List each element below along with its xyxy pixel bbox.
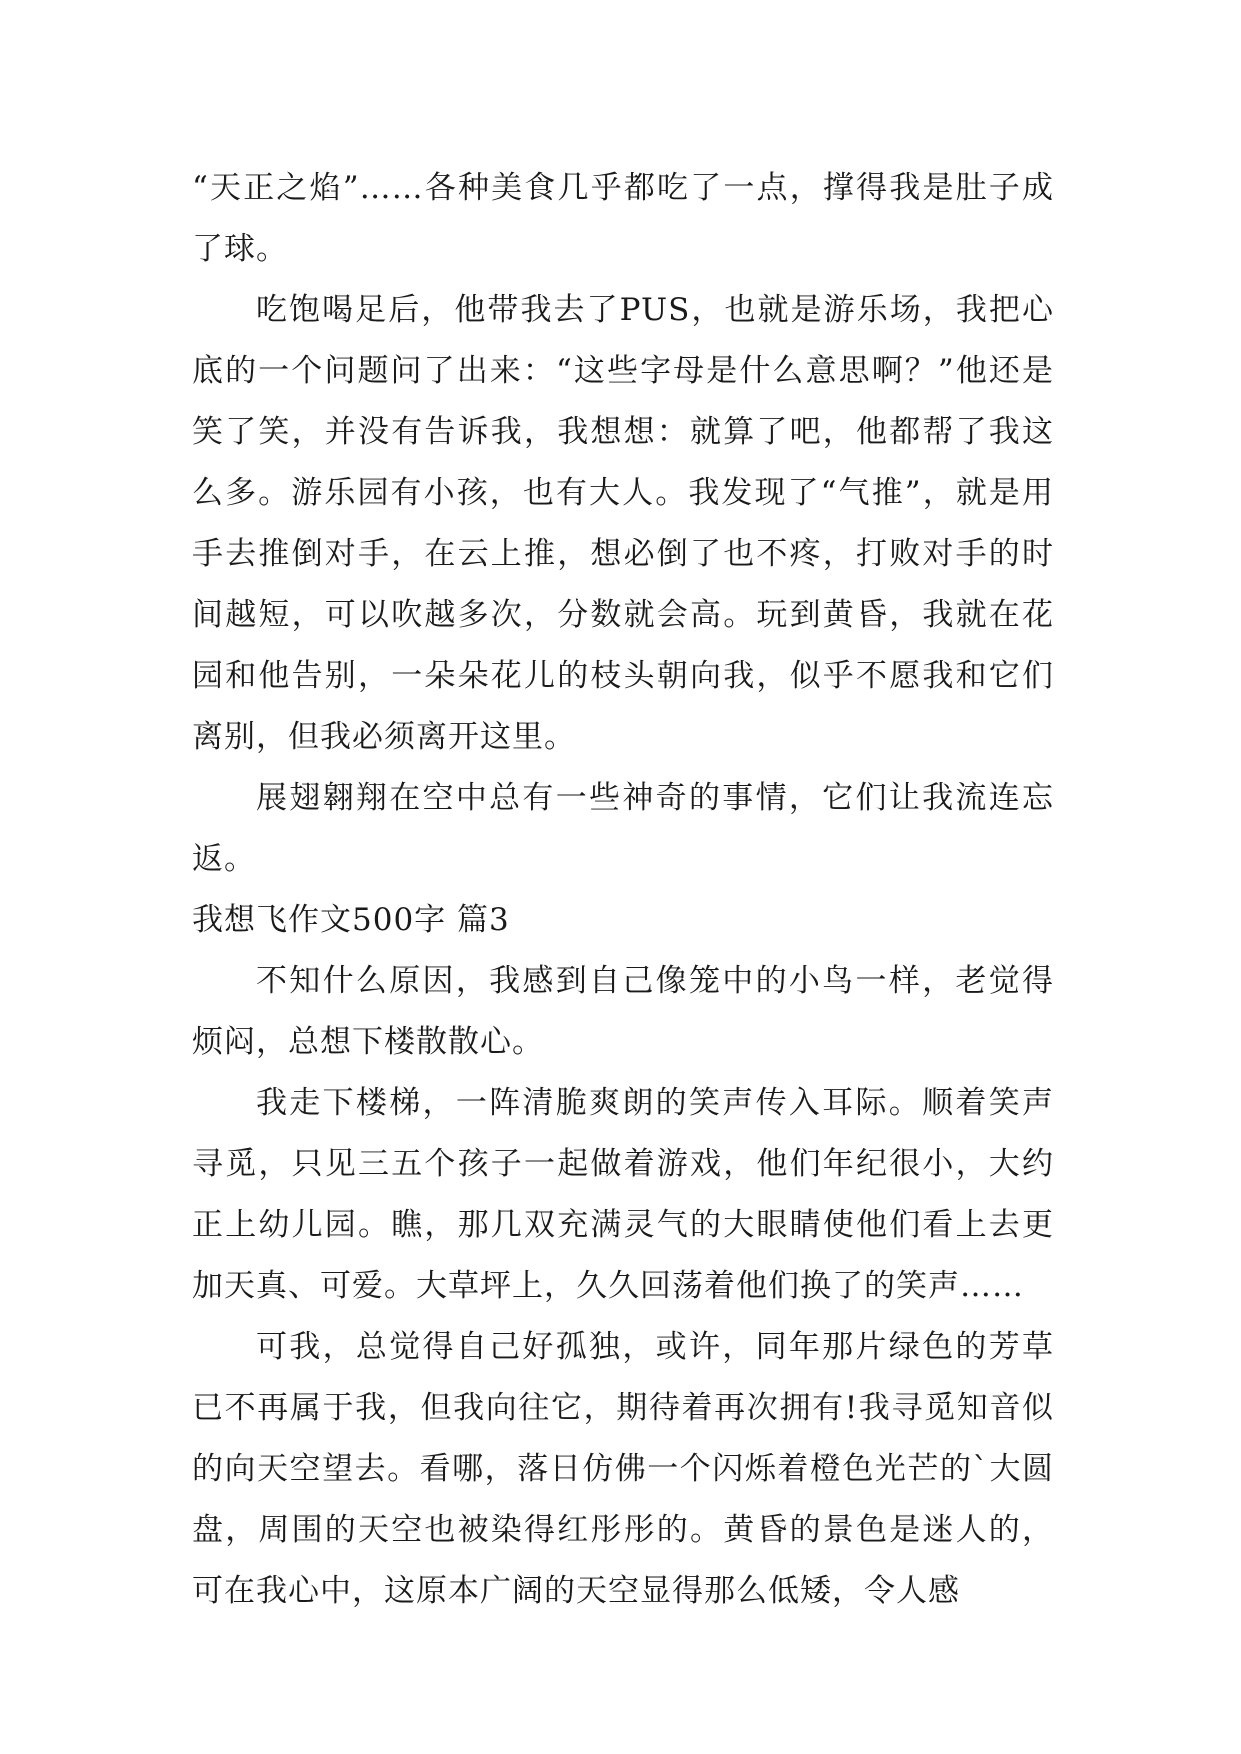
document-body [192,158,1054,1622]
paragraph: 展翅翱翔在空中总有一些神奇的事情，它们让我流连忘返。 [192,780,1054,877]
paragraph: “天正之焰”……各种美食几乎都吃了一点，撑得我是肚子成了球。 [192,170,1054,267]
paragraph: 吃饱喝足后，他带我去了PUS，也就是游乐场，我把心底的一个问题问了出来：“这些字母是什么意思啊？”他还是笑了笑，并没有告诉我，我想想：就算了吧，他都帮了我这么多。游乐园有小孩，也有大人。我发现了“气推”，就是用手去推倒对手，在云上推，想必倒了也不疼，打败对手的时间越短，可以吹越多次，分数就会高。玩到黄昏，我就在花园和他告别，一朵朵花儿的枝头朝向我，似乎不愿我和它们离别，但我必须离开这里。 [192,292,1054,755]
paragraph: 不知什么原因，我感到自己像笼中的小鸟一样，老觉得烦闷，总想下楼散散心。 [192,963,1054,1060]
section-heading: 我想飞作文500字 篇3 [192,902,510,938]
paragraph: 可我，总觉得自己好孤独，或许，同年那片绿色的芳草已不再属于我，但我向往它，期待着再次拥有!我寻觅知音似的向天空望去。看哪，落日仿佛一个闪烁着橙色光芒的`大圆盘，周围的天空也被染得红彤彤的。黄昏的景色是迷人的，可在我心中，这原本广阔的天空显得那么低矮，令人感 [192,1329,1054,1609]
paragraph: 我走下楼梯，一阵清脆爽朗的笑声传入耳际。顺着笑声寻觅，只见三五个孩子一起做着游戏，他们年纪很小，大约正上幼儿园。瞧，那几双充满灵气的大眼睛使他们看上去更加天真、可爱。大草坪上，久久回荡着他们换了的笑声…… [192,1085,1054,1304]
